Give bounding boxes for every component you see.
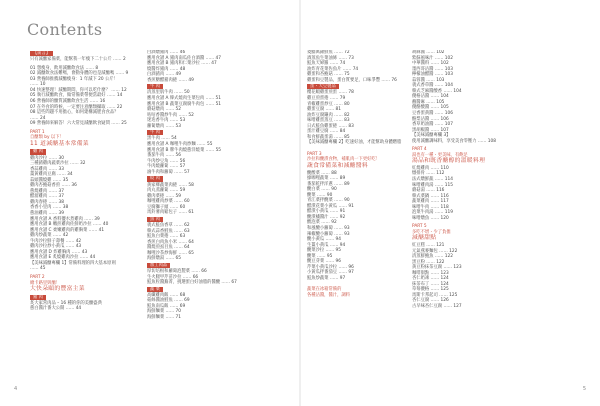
toc-entry: 牛肉炒豆角 …… 56 (147, 158, 186, 164)
toc-entry: 味噌牛肉 …… 118 (412, 204, 449, 210)
toc-entry: 醋溜雞肉 …… 37 (30, 194, 64, 200)
toc-entry: 綠咖哩蔬菜 …… 89 (307, 176, 346, 182)
toc-entry: 雞肉沙拉炒小黃瓜 …… 43 (30, 244, 82, 250)
toc-entry: 應用食譜 A 咖哩牛肉炒麵 …… 55 (147, 142, 213, 148)
toc-entry: 鮭魚粒醬蕪菁，挑選蛋白好油脂的醬醃 …… 67 (147, 280, 237, 286)
toc-entry: 三種豬雞肉蔬菜沙拉 …… 32 (30, 161, 86, 167)
toc-entry: 香香小里肉 …… 38 (30, 205, 69, 211)
toc-entry: 蔥白醬汁番大公開 …… 44 (30, 306, 82, 312)
toc-column-3 (307, 50, 415, 299)
toc-entry: 牛肉沙拉鮮子壽餐 …… 42 (30, 238, 82, 244)
toc-entry: 海鮮麵菜 …… 71 (147, 315, 181, 320)
toc-entry: 菱鰭萬錦鮮魚 …… 72 (307, 50, 350, 55)
toc-entry: 雞蛋和杏鮑菇 …… 75 (307, 72, 350, 78)
part-heading: 減醣甜點 (412, 235, 437, 242)
part-subtitle: 多吃不增・少了負擔 (412, 229, 451, 235)
toc-entry: 咖哩雞肉炒菜 …… 60 (147, 199, 190, 205)
toc-entry: 白酒燉豬肉 …… 46 (147, 50, 186, 55)
toc-entry: 牛肉燒蘿蔔 …… 57 (147, 164, 186, 170)
toc-entry: 05 執行減醣飲食，做常備菜帶便當最好 …… 14 (30, 93, 123, 99)
toc-entry: 雞肉炒蔬菜 …… 42 (30, 233, 69, 239)
toc-entry: 只有減醣家備菜，能幫我一年瘦下二十公斤 …… 2 (30, 57, 126, 63)
section-label: 牛 肉 (147, 130, 163, 135)
toc-entry: 高纖雞肉飯 …… 68 (147, 292, 186, 298)
toc-entry: 雞豆煎蛋捲 …… 79 (307, 96, 346, 102)
toc-entry: 燉排骨 …… 112 (412, 171, 445, 177)
part-label: PART 3 (307, 151, 322, 157)
toc-entry: 【美味減醣專欄 3】 (412, 133, 451, 139)
toc-entry: 應用食譜 B 牌牛肉燒蔥洋燒菜 …… 55 (147, 147, 222, 153)
toc-entry: …… 45 (30, 266, 46, 272)
toc-entry: 和食鮮蔬蛋湯 …… 85 (307, 134, 350, 140)
section-bar (30, 294, 140, 301)
toc-entry: 辣椒醃小蘿蔔 …… 93 (307, 231, 350, 237)
part-heading: 11 道減醣基本常備菜 (30, 140, 89, 147)
toc-entry: 蘿蔔燉肉 …… 53 (147, 123, 181, 129)
section-label: 蔬 菜 (147, 287, 163, 292)
page-title: Contents (27, 20, 103, 39)
toc-entry: 蔥燒雞肉 …… 37 (30, 188, 64, 194)
page-number-left: 4 (14, 386, 18, 392)
part-label: PART 5 (412, 224, 427, 230)
section-bar (30, 148, 140, 155)
toc-entry: 蒜蓉醬 …… 103 (412, 77, 445, 83)
toc-entry: 【美味減醣專欄 2】吃速好油，才能幫助身體燃脂 (307, 140, 402, 146)
toc-entry: 醃小黃瓜 …… 94 (307, 237, 341, 243)
section-label: 雞 肉 (30, 149, 46, 154)
toc-column-1 (30, 50, 140, 312)
toc-entry: 醃菜 …… 95 (307, 253, 333, 259)
toc-entry: 迷迭香牛肉 …… 53 (147, 118, 186, 124)
section-label: 魚 肉 (147, 217, 163, 222)
toc-entry: 法式燉鮮蔬 …… 114 (412, 176, 454, 182)
toc-column-2 (147, 50, 255, 321)
section-label: 牛 肉 (147, 84, 163, 89)
toc-entry: 蘸醬麻 …… 105 (412, 99, 445, 105)
toc-entry: 蒜頭醬燒雞 …… 35 (30, 177, 69, 183)
section-bar (147, 216, 255, 223)
toc-entry: 09 營養師來解答！六大常見減醣飲食疑問 …… 25 (30, 121, 127, 127)
toc-entry: 04 快速整理！減醣期間，你可以吃什麼？ …… 12 (30, 87, 127, 93)
toc-entry: 厚切培根和蘿蔔泡製菜 …… 66 (147, 268, 207, 274)
toc-entry: 使用減醣調味料，享受美食零壓力 …… 108 (412, 138, 496, 144)
toc-entry: 墨西哥沾醬 …… 103 (412, 66, 454, 72)
toc-entry: 黑豆粉 …… 122 (412, 259, 445, 265)
toc-entry: 醃白菜 …… 90 (307, 187, 337, 193)
toc-entry: 【美味減醣專欄 1】常備料理的四大基本原則 (30, 260, 116, 266)
part-heading: 蔬食常備菜和減醣醬料 (307, 163, 368, 170)
toc-entry: 鮭魚炒蔬菜 …… 97 (307, 275, 346, 281)
toc-entry: 滷牛肉和蘿蔔 …… 57 (147, 169, 190, 175)
toc-entry: 黑胡椒醬 …… 107 (412, 127, 449, 133)
toc-entry: 醃酸菜 …… 88 (307, 170, 337, 176)
toc-entry: 03 營養師推薦減醣瘦身：1 年減下 20 公斤！ (30, 76, 118, 82)
toc-entry: 應用食譜 E 炙燒雞肉沙拉 …… 44 (30, 255, 96, 261)
section-bar (147, 175, 255, 182)
toc-entry: 古早味杏仁豆腐 …… 127 (412, 303, 462, 309)
toc-entry: 雞肉春捲 …… 38 (30, 199, 64, 205)
part-heading: 湯品和既香醣醇的溫暖料理 (412, 158, 486, 165)
toc-entry: 生火腿甲芹苗沙拉 …… 66 (147, 274, 199, 280)
toc-entry: 薑黃雞肉豆腐 …… 34 (30, 172, 73, 178)
section-label: 加工肉品 (147, 263, 170, 268)
toc-entry: 味噌燉魚 …… 120 (412, 215, 449, 221)
part-subtitle: 蔬菜在冰箱常備的 (307, 287, 342, 293)
toc-entry: 雞肉菜捲 …… 59 (147, 193, 181, 199)
toc-entry: 02 減醣飲食法難嗎，會動身體的也是減醣嗎 …… 9 (30, 71, 129, 77)
section-bar (147, 262, 255, 269)
toc-entry: 海鮮麵菜 …… 70 (147, 309, 181, 315)
toc-entry: 檸檬油醋醬 …… 103 (412, 72, 454, 78)
toc-entry: 櫻花蝦雞蛋煎蛋 …… 78 (307, 90, 354, 96)
toc-entry: 醬燒煎虱目魚 …… 64 (147, 245, 190, 251)
toc-entry: 蛋汁雞豆腐 …… 84 (307, 129, 346, 135)
toc-entry: 豆腐獅子頭 …… 60 (147, 204, 186, 210)
toc-entry: 應用食譜 D 炸雞胸肉 …… 43 (30, 249, 88, 255)
toc-entry: 海鮮燉湯 …… 65 (147, 256, 181, 262)
toc-entry: 燒醬炸豬肉 …… 48 (147, 66, 186, 72)
toc-entry: 應用食譜 C 柔嫩雞肉的雞胸菜 …… 41 (30, 227, 105, 233)
toc-entry: 應用食譜 B 蔬菜豆腐腐牛肉包 …… 51 (147, 101, 222, 107)
toc-entry: …… 10 (30, 82, 46, 88)
toc-entry: 香煎白肉魚小米 …… 64 (147, 239, 194, 245)
part-label: PART 2 (30, 275, 45, 281)
toc-column-4 (412, 50, 502, 310)
toc-entry: 清蒸鮮鮑魚 …… 122 (412, 254, 454, 260)
toc-entry: 菇絲醬油鱈魚 …… 69 (147, 298, 190, 304)
toc-entry: 小黃瓜拌番茄豆 …… 97 (307, 270, 354, 276)
toc-entry: …… 24 (30, 115, 46, 121)
toc-entry: 黃家鄉蔬菜肉捲 …… 58 (147, 182, 194, 188)
toc-entry: 杏仁豆腐 …… 126 (412, 298, 449, 304)
toc-entry: 韓式蒜香鱈魚 …… 63 (147, 228, 190, 234)
toc-entry: 雞肉杏鮑菇香煎 …… 36 (30, 183, 77, 189)
part-subtitle: 湯也有一種・更美味、有飽足 (412, 152, 468, 158)
toc-entry: 炙大家常肉品 – 16 種的你的美醣盛典 (30, 300, 102, 306)
toc-entry: 蘑菇燉肉 …… 52 (147, 107, 181, 113)
toc-entry: 醃菜 …… 90 (307, 192, 333, 198)
toc-entry: 紅豆糕 …… 121 (412, 242, 445, 248)
toc-entry: 酸泡菜 …… 92 (307, 220, 337, 226)
toc-entry: 咕咕香醬炒牛肉 …… 52 (147, 112, 194, 118)
toc-entry: 醋漬花菜小黃瓜 …… 91 (307, 203, 354, 209)
toc-entry: 胡麻醬 …… 102 (412, 50, 445, 55)
toc-entry: 醃菜沙拉 …… 95 (307, 248, 341, 254)
toc-entry: 味噌雞肉湯 …… 115 (412, 182, 454, 188)
toc-entry: 蔬菜雞肉 …… 117 (412, 199, 449, 205)
toc-entry: 應用食譜 A 香料鹽水煮雞肉 …… 39 (30, 216, 100, 222)
toc-entry: 優酪酸醬 …… 105 (412, 105, 449, 111)
toc-entry: 鮭魚南瓜飯 …… 69 (147, 303, 186, 309)
toc-entry: 鮭魚白菜捲 …… 63 (147, 234, 186, 240)
toc-entry: 義式香草醬 …… 104 (412, 83, 454, 89)
toc-entry: 鮭魚天婦羅 …… 74 (307, 61, 346, 67)
toc-entry: 青椒雞蛋炒豆 …… 80 (307, 101, 350, 107)
toc-entry: 蔥油雞肉 …… 39 (30, 211, 64, 216)
part-subtitle: 自醣類 by 以下！ (30, 135, 64, 141)
part-subtitle: 總卡路里與醣！ (30, 280, 61, 286)
toc-entry: 泡菜牛肉湯 …… 119 (412, 210, 454, 216)
toc-entry: 07 在外食的時候，一定要注意醣類攝取 …… 22 (30, 104, 123, 110)
part-label: PART 4 (412, 147, 427, 153)
toc-entry: 應用食譜 A 韓式燒肉生菜包肉 …… 51 (147, 96, 222, 102)
toc-entry: 韓式芝麻醬酸香 …… 104 (412, 88, 462, 94)
toc-entry: 酒蒸魚生菜油條 …… 73 (307, 55, 354, 61)
toc-entry: 味噌雞蛋蒸豆 …… 83 (307, 118, 350, 124)
page-number-right: 5 (582, 386, 586, 392)
part-subtitle: 沙拉和醃漬食物，補肌肉一下更好吃！ (307, 157, 381, 163)
toc-entry: 青江菜拌醃菜 …… 90 (307, 198, 350, 204)
toc-entry: 01 想瘦身，飲用減醣飲食法 …… 8 (30, 65, 99, 71)
toc-entry: 馬鈴薯肉鬆包子 …… 61 (147, 210, 194, 216)
toc-entry: 清蒸里肌牛肉 …… 50 (147, 90, 190, 96)
toc-entry: 馬斯卡邦起司 …… 125 (412, 292, 458, 298)
toc-entry: 黑牛肉 …… 54 (147, 136, 177, 142)
toc-entry: 肉丸蒸蘿蔔 …… 59 (147, 188, 186, 194)
section-label: 【前言】 (30, 51, 53, 56)
toc-entry: 咖啡甜點 …… 123 (412, 270, 449, 276)
toc-entry: 醃豆芽菜 …… 96 (307, 259, 341, 265)
toc-entry: 生薑小黃瓜 …… 94 (307, 242, 346, 248)
toc-entry: 杏仁奶凍 …… 124 (412, 276, 449, 282)
toc-entry: 紫蘇風味汁 …… 102 (412, 55, 454, 61)
toc-entry: 番茄乾拌洋蔥 …… 89 (307, 181, 350, 187)
toc-entry: 黃豆粉抹茶豆腐 …… 123 (412, 265, 462, 271)
toc-entry: 紅燒雞肉 …… 110 (412, 165, 449, 171)
toc-entry: 雞蛋豆腐 …… 81 (307, 107, 341, 113)
section-label: 豬 肉 (30, 295, 46, 300)
toc-entry: 酪梨沾醬 …… 106 (412, 116, 449, 122)
toc-entry: 芹菜小黃瓜沙拉 …… 96 (307, 264, 354, 270)
toc-entry: 香煎糖醋豬肉捲 …… 49 (147, 77, 194, 83)
toc-entry: 優格沾醬 …… 104 (412, 94, 449, 100)
toc-entry: 豆香蛋黃醬 …… 106 (412, 111, 454, 117)
toc-entry: 油炸豆腐鑲肉 …… 82 (307, 112, 350, 118)
toc-entry: 雞蛋和豆製品，蛋白質要足，口味爭豐 …… 76 (307, 77, 397, 83)
toc-entry: 應用食譜 B 豬肉和仁菜沙拉 …… 47 (147, 61, 217, 67)
toc-entry: 番茄牛肉 …… 56 (147, 153, 181, 159)
toc-entry: 蘑菇湯 …… 116 (412, 188, 445, 194)
toc-entry: 抹茶布丁 …… 124 (412, 281, 449, 287)
toc-entry: 應用食譜 B 嫩煎雞肉佐鮮奶沙拉 …… 40 (30, 222, 109, 228)
toc-entry: 咖哩沙茶炒海鮮 …… 65 (147, 250, 194, 256)
toc-entry: 和風醃小蘿蔔 …… 93 (307, 226, 350, 231)
section-label: 蛋・大豆製品 (307, 84, 339, 89)
toc-entry: 白酒豬肉 …… 49 (147, 72, 181, 78)
section-label: 絞 肉 (147, 176, 163, 181)
toc-entry: 香蒜雞肉 …… 33 (30, 166, 64, 172)
part-label: PART 1 (30, 129, 45, 135)
toc-entry: 元氣燕麥麵包 …… 122 (412, 248, 458, 254)
toc-entry: 醋漬小黃瓜 …… 91 (307, 209, 346, 215)
toc-entry: 草莓優格 …… 125 (412, 287, 449, 293)
toc-entry: 06 營養師的醣質減醣飲食生活 …… 16 (30, 99, 106, 105)
section-bar (147, 286, 255, 293)
toc-entry: 應用食譜 A 豬肉南瓜佐白酒醬 …… 47 (147, 55, 222, 61)
toc-entry: 日式鮭魚雞蛋捲 …… 83 (307, 123, 354, 129)
toc-entry: 油炸青花菜佐魚片 …… 74 (307, 66, 359, 72)
toc-entry: 中華醬料 …… 102 (412, 61, 449, 67)
toc-entry: 韓式菜鍋 …… 116 (412, 193, 449, 199)
toc-entry: 08 這些問題不用擔心，如何建構減肥食食品？ (30, 110, 119, 116)
toc-entry: 雞肉沙拉 …… 30 (30, 155, 64, 161)
part-heading: 大快朵頤的豐富主菜 (30, 286, 85, 293)
toc-entry: 香草奶油醬 …… 107 (412, 122, 454, 128)
page-gutter (299, 0, 301, 406)
part-subtitle: 各種沾醬，醬汁，調料 (307, 293, 350, 299)
toc-entry: 義式鮭魚香草 …… 62 (147, 222, 190, 228)
toc-entry: 醃漬橘醬汁 …… 92 (307, 214, 346, 220)
